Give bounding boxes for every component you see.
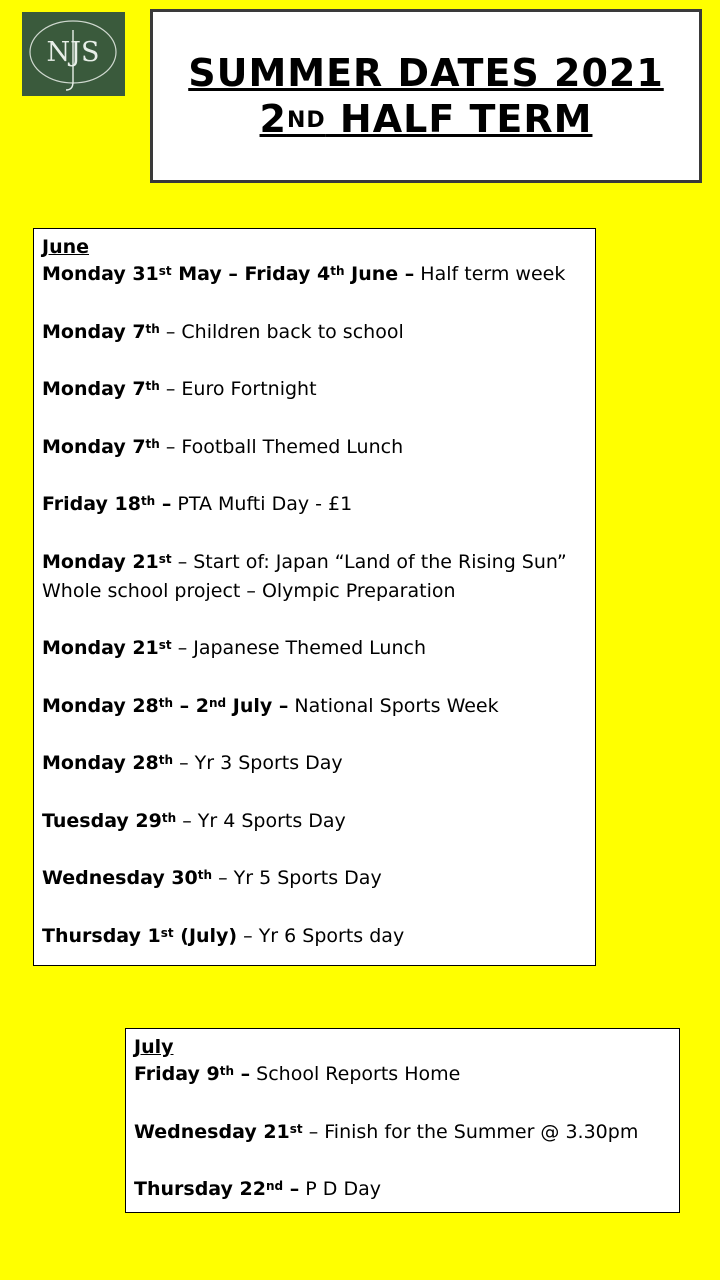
ordinal-suffix: st bbox=[158, 638, 172, 652]
date-entry bbox=[134, 1175, 671, 1204]
title-line-1: SUMMER DATES 2021 bbox=[188, 51, 664, 95]
ordinal-suffix: th bbox=[145, 379, 160, 393]
date-label bbox=[134, 1063, 250, 1085]
event-description: – Children back to school bbox=[159, 320, 404, 343]
date-text: Monday 7 bbox=[42, 320, 146, 343]
date-text: – 2 bbox=[173, 694, 209, 717]
ordinal-suffix: th bbox=[330, 264, 345, 278]
ordinal-suffix: th bbox=[161, 810, 177, 825]
ordinal-suffix: st bbox=[160, 925, 174, 940]
date-label bbox=[42, 637, 172, 659]
date-text: – bbox=[155, 493, 172, 515]
title-superscript: ND bbox=[286, 108, 326, 133]
june-list bbox=[42, 260, 587, 951]
date-entry bbox=[134, 1060, 671, 1089]
date-text: (July) bbox=[173, 924, 238, 947]
ordinal-suffix: th bbox=[145, 436, 160, 451]
logo-text: NJS bbox=[46, 37, 100, 68]
date-label bbox=[42, 810, 176, 832]
date-text: – bbox=[234, 1063, 251, 1085]
date-label bbox=[42, 752, 173, 774]
event-description-continued: Whole school project – Olympic Preparation bbox=[42, 579, 456, 602]
date-label bbox=[42, 378, 160, 400]
event-description: PTA Mufti Day - £1 bbox=[171, 493, 353, 515]
event-description: Half term week bbox=[414, 263, 566, 285]
date-text: June – bbox=[344, 263, 415, 285]
date-text: Monday 21 bbox=[42, 550, 159, 573]
event-description: – Japanese Themed Lunch bbox=[171, 637, 427, 659]
event-description: – Euro Fortnight bbox=[159, 378, 317, 400]
date-entry bbox=[42, 864, 587, 893]
date-text: Monday 28 bbox=[42, 752, 159, 774]
event-description: – Yr 5 Sports Day bbox=[212, 867, 382, 889]
date-text: Thursday 22 bbox=[134, 1178, 266, 1200]
date-label bbox=[42, 436, 160, 458]
june-heading: June bbox=[42, 236, 90, 258]
njs-monogram-icon bbox=[22, 12, 125, 96]
date-text: Friday 9 bbox=[134, 1063, 220, 1085]
ordinal-suffix: th bbox=[197, 868, 213, 882]
ordinal-suffix: nd bbox=[265, 1179, 284, 1193]
date-label bbox=[42, 493, 171, 515]
june-dates-box bbox=[33, 228, 596, 966]
event-description: P D Day bbox=[299, 1178, 381, 1200]
date-text: July – bbox=[226, 694, 289, 717]
date-text: Wednesday 21 bbox=[134, 1120, 290, 1143]
event-description: School Reports Home bbox=[250, 1063, 461, 1085]
ordinal-suffix: th bbox=[158, 695, 174, 710]
date-entry bbox=[42, 433, 587, 462]
july-dates-box bbox=[125, 1028, 680, 1213]
ordinal-suffix: st bbox=[289, 1121, 303, 1136]
date-label bbox=[42, 321, 160, 343]
date-entry bbox=[42, 807, 587, 836]
ordinal-suffix: th bbox=[219, 1064, 234, 1078]
ordinal-suffix: st bbox=[158, 551, 172, 566]
date-label bbox=[42, 551, 172, 573]
date-label bbox=[134, 1178, 299, 1200]
july-list bbox=[134, 1060, 671, 1204]
date-text: Monday 28 bbox=[42, 694, 159, 717]
event-description: – Finish for the Summer @ 3.30pm bbox=[302, 1120, 639, 1143]
title-box bbox=[150, 9, 702, 183]
ordinal-suffix: nd bbox=[209, 695, 227, 710]
date-entry bbox=[42, 922, 587, 951]
date-text: Friday 18 bbox=[42, 493, 141, 515]
date-text: Wednesday 30 bbox=[42, 867, 198, 889]
date-label bbox=[42, 925, 237, 947]
date-label bbox=[42, 695, 288, 717]
title-number: 2 bbox=[259, 97, 287, 141]
date-entry bbox=[42, 548, 587, 606]
date-entry bbox=[42, 260, 587, 289]
date-text: Monday 7 bbox=[42, 378, 146, 400]
school-logo bbox=[22, 12, 125, 96]
date-entry bbox=[42, 490, 587, 519]
event-description: – Start of: Japan “Land of the Rising Sun” bbox=[171, 550, 567, 573]
date-entry bbox=[42, 318, 587, 347]
date-entry bbox=[42, 749, 587, 778]
date-text: Thursday 1 bbox=[42, 924, 161, 947]
date-label bbox=[42, 867, 212, 889]
ordinal-suffix: st bbox=[158, 264, 172, 278]
event-description: – Yr 6 Sports day bbox=[237, 924, 405, 947]
title-line-2 bbox=[260, 96, 593, 142]
date-text: Monday 21 bbox=[42, 637, 159, 659]
date-entry bbox=[42, 375, 587, 404]
date-label bbox=[134, 1121, 303, 1143]
date-entry bbox=[42, 692, 587, 721]
date-text: May – Friday 4 bbox=[171, 263, 331, 285]
event-description: – Yr 3 Sports Day bbox=[173, 752, 343, 774]
event-description: National Sports Week bbox=[288, 694, 499, 717]
date-text: Tuesday 29 bbox=[42, 809, 162, 832]
event-description: – Yr 4 Sports Day bbox=[176, 809, 346, 832]
event-description: – Football Themed Lunch bbox=[159, 435, 404, 458]
date-text: – bbox=[283, 1178, 300, 1200]
ordinal-suffix: th bbox=[158, 753, 174, 767]
title-rest: HALF TERM bbox=[325, 97, 593, 141]
date-text: Monday 7 bbox=[42, 435, 146, 458]
ordinal-suffix: th bbox=[140, 494, 156, 508]
date-entry bbox=[42, 634, 587, 663]
date-entry bbox=[134, 1118, 671, 1147]
date-text: Monday 31 bbox=[42, 263, 159, 285]
ordinal-suffix: th bbox=[145, 321, 160, 336]
july-heading: July bbox=[134, 1036, 174, 1058]
date-label bbox=[42, 263, 414, 285]
